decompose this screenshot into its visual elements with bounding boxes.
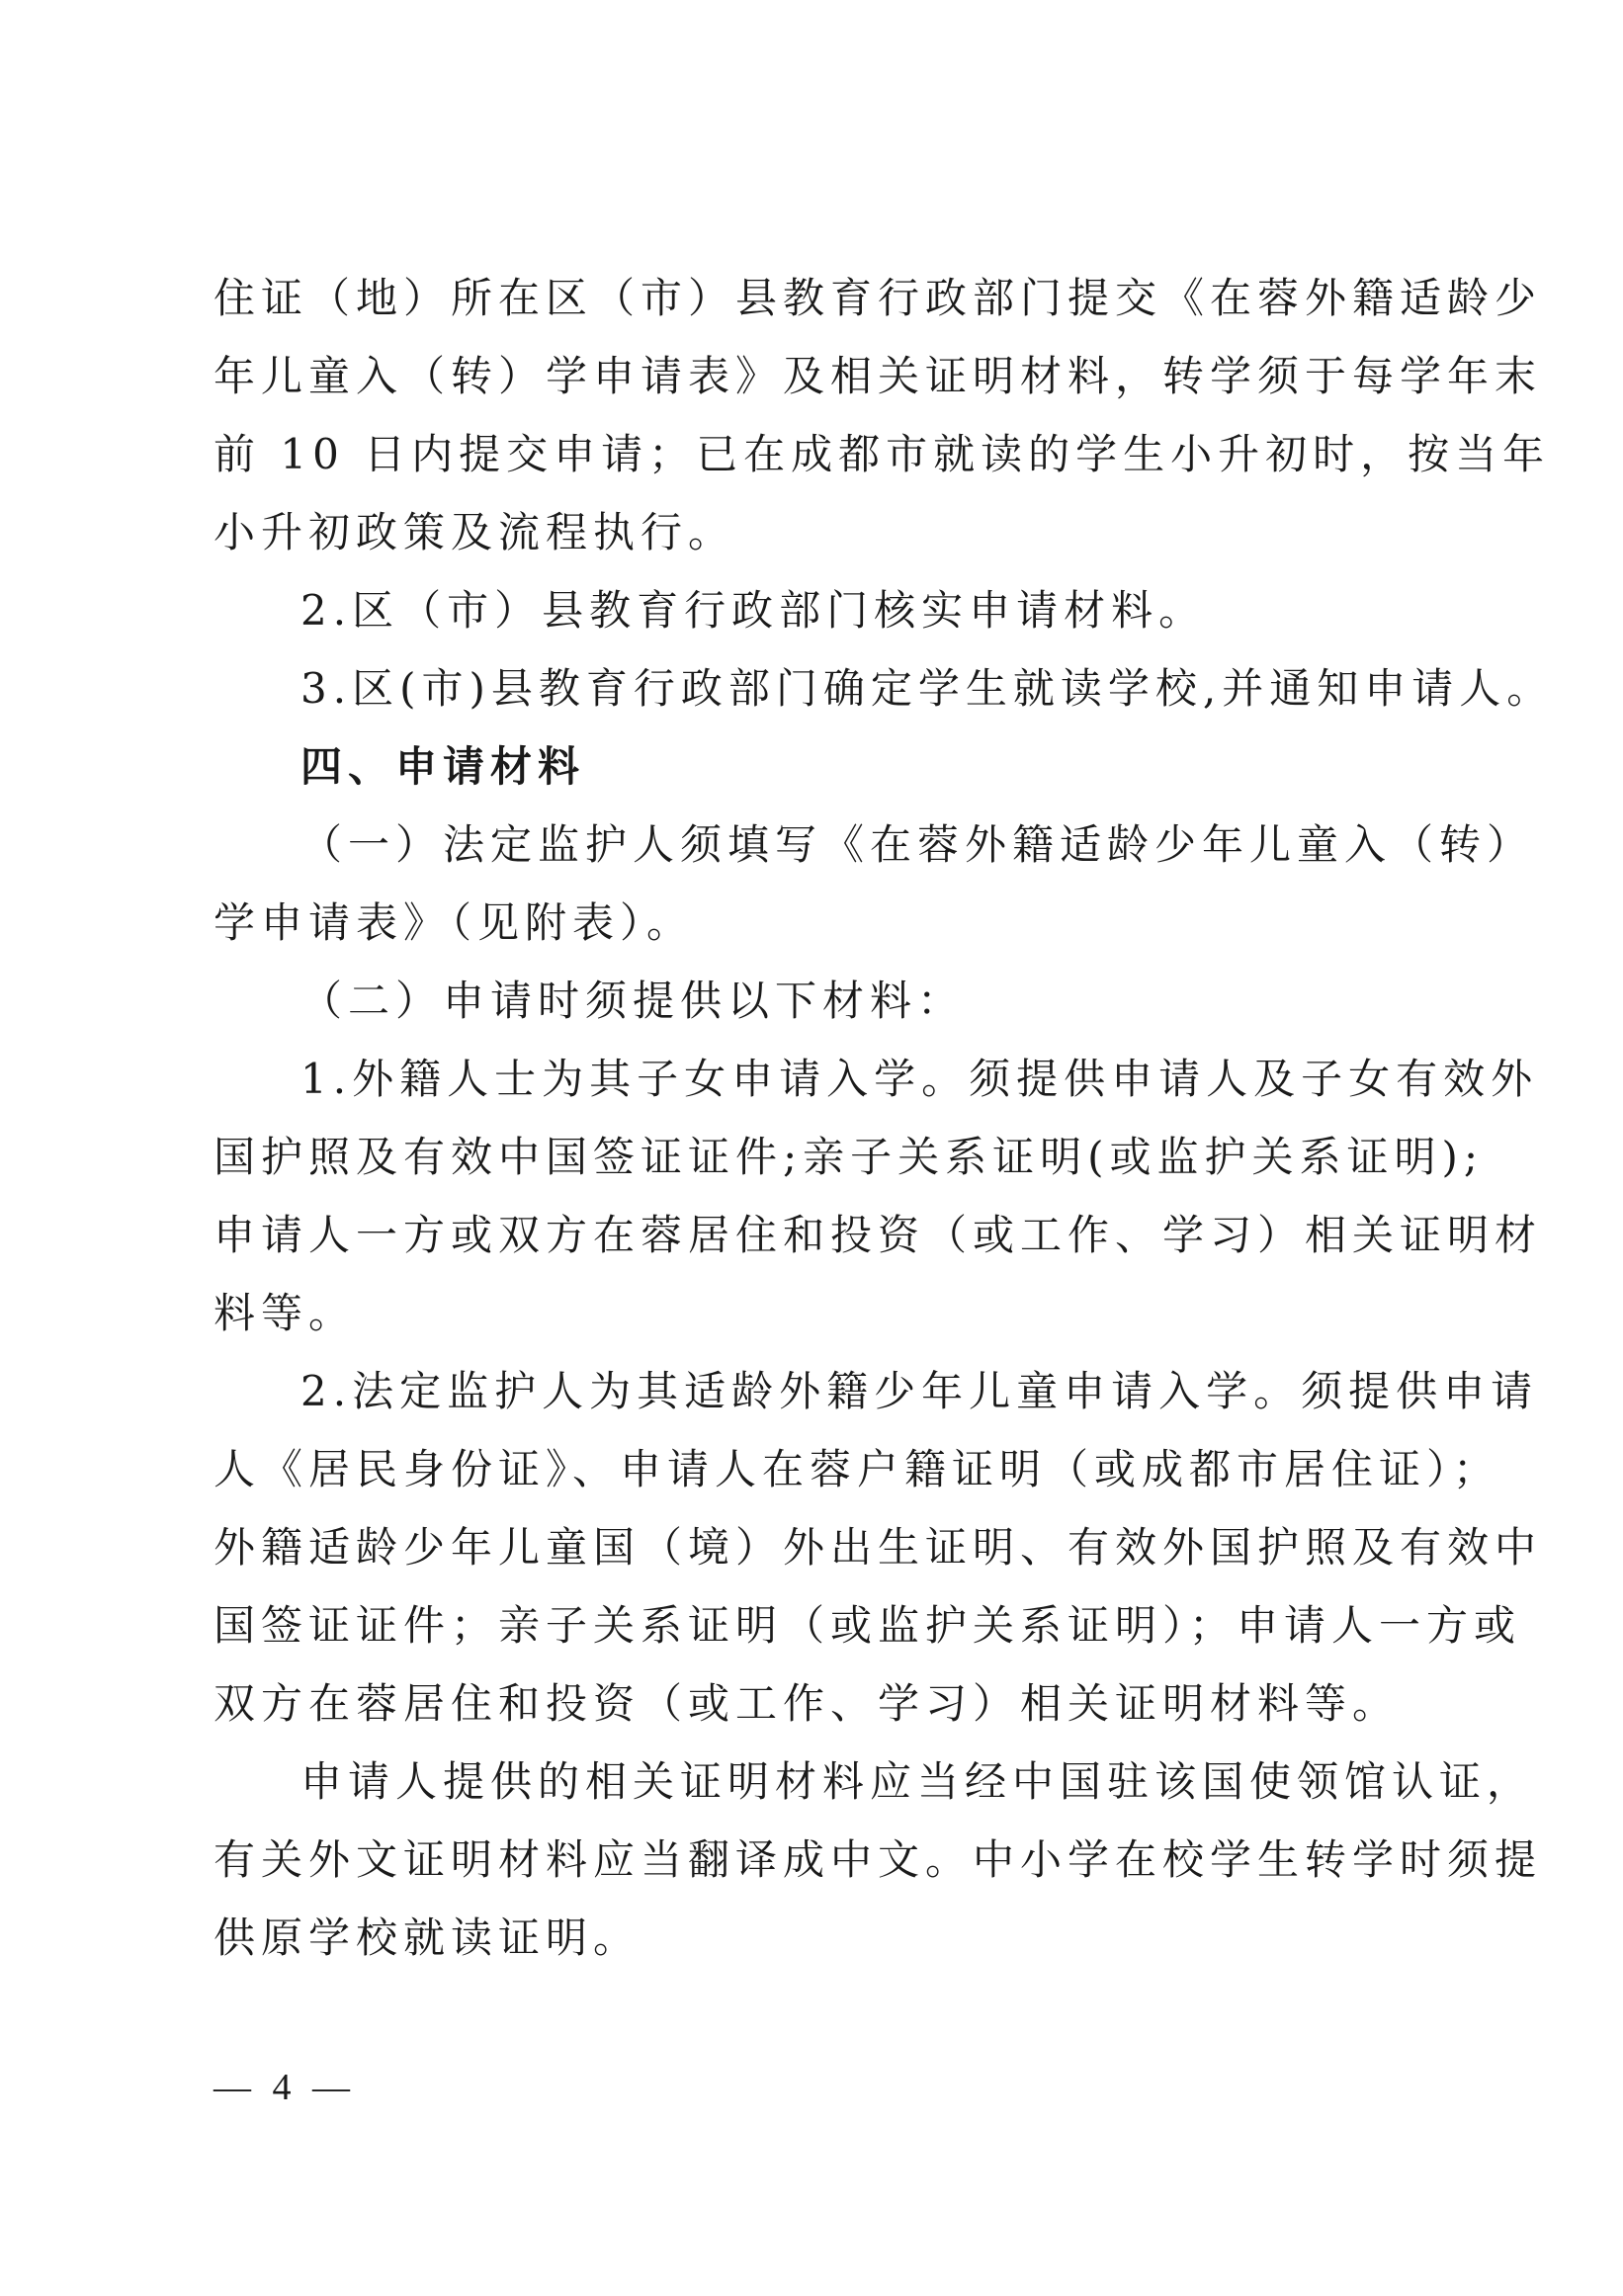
paragraph-line: 2.法定监护人为其适龄外籍少年儿童申请入学。须提供申请 (300, 1367, 1539, 1415)
paragraph-line: 学申请表》（见附表）。 (214, 898, 695, 947)
paragraph-line: 2.区（市）县教育行政部门核实申请材料。 (300, 586, 1207, 635)
document-body (214, 259, 1555, 1977)
paragraph-line: （二）申请时须提供以下材料： (300, 977, 966, 1025)
paragraph-line: 双方在蓉居住和投资（或工作、学习）相关证明材料等。 (214, 1679, 1401, 1728)
paragraph-line: 料等。 (214, 1289, 357, 1337)
page-number: — 4 — (214, 2067, 356, 2108)
paragraph-line: 申请人提供的相关证明材料应当经中国驻该国使领馆认证， (300, 1757, 1535, 1806)
paragraph-line: 有关外文证明材料应当翻译成中文。中小学在校学生转学时须提 (214, 1835, 1543, 1884)
paragraph-line: 国护照及有效中国签证证件;亲子关系证明(或监护关系证明); (214, 1133, 1485, 1181)
paragraph-line: 3.区(市)县教育行政部门确定学生就读学校,并通知申请人。 (300, 664, 1555, 713)
paragraph-line: 前 10 日内提交申请；已在成都市就读的学生小升初时，按当年 (214, 430, 1551, 478)
paragraph-line: 1.外籍人士为其子女申请入学。须提供申请人及子女有效外 (300, 1055, 1539, 1103)
paragraph-line: 国签证证件；亲子关系证明（或监护关系证明）；申请人一方或 (214, 1601, 1522, 1650)
paragraph-line: 小升初政策及流程执行。 (214, 508, 736, 556)
paragraph-line: 供原学校就读证明。 (214, 1913, 641, 1962)
paragraph-line: 申请人一方或双方在蓉居住和投资（或工作、学习）相关证明材 (214, 1211, 1543, 1259)
section-heading: 四、申请材料 (300, 742, 586, 791)
paragraph-line: 年儿童入（转）学申请表》及相关证明材料，转学须于每学年末 (214, 352, 1543, 400)
paragraph-line: （一）法定监护人须填写《在蓉外籍适龄少年儿童入（转） (300, 820, 1535, 869)
paragraph-line: 外籍适龄少年儿童国（境）外出生证明、有效外国护照及有效中 (214, 1523, 1543, 1572)
paragraph-line: 人《居民身份证》、申请人在蓉户籍证明（或成都市居住证）； (214, 1445, 1501, 1493)
paragraph-line: 住证（地）所在区（市）县教育行政部门提交《在蓉外籍适龄少 (214, 274, 1543, 322)
